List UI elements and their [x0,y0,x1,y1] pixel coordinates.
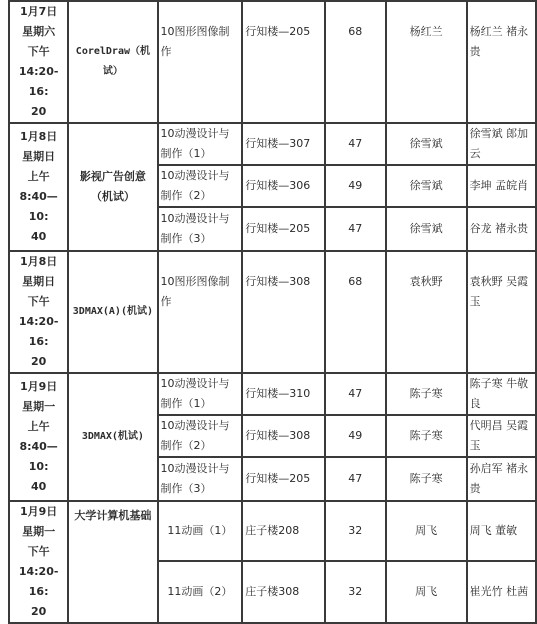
date-line: 1月7日 [19,5,58,18]
exam-date-cell [9,501,68,623]
room-cell: 行知楼—307 [242,123,325,165]
proctor-cell: 杨红兰 褚永贵 [467,1,536,123]
proctor-cell: 代明昌 吴霞玉 [467,415,536,457]
class-cell: 10图形图像制作 [158,1,243,123]
student-count-cell: 32 [325,561,386,623]
room-cell: 行知楼—308 [242,415,325,457]
class-cell: 10动漫设计与制作（3） [158,207,243,251]
class-cell: 10动漫设计与制作（2） [158,415,243,457]
proctor-cell: 李坤 孟皖肖 [467,165,536,207]
course-cell: 大学计算机基础 [68,501,157,623]
table-row [9,1,536,123]
table-row [9,251,536,373]
time-line: 14:20-16: [18,565,59,598]
time-line-end: 20 [30,105,47,118]
time-line: 14:20-16: [18,65,59,98]
teacher-cell: 徐雪斌 [386,207,467,251]
class-cell: 10图形图像制作 [158,251,243,373]
teacher-cell: 周飞 [386,561,467,623]
weekday-line: 星期六 [22,25,56,38]
period-line: 上午 [27,420,50,433]
student-count-cell: 49 [325,165,386,207]
date-line: 1月8日 [19,255,58,268]
student-count-cell: 47 [325,373,386,415]
class-cell: 11动画（2） [158,561,243,623]
exam-date-cell [9,123,68,251]
time-line: 8:40—10: [19,440,58,473]
room-cell: 行知楼—310 [242,373,325,415]
teacher-cell: 杨红兰 [386,1,467,123]
time-line-end: 40 [30,480,47,493]
weekday-line: 星期一 [22,400,56,413]
room-cell: 行知楼—205 [242,1,325,123]
time-line-end: 20 [30,605,47,618]
weekday-line: 星期一 [22,525,56,538]
time-line-end: 20 [30,355,47,368]
proctor-cell: 袁秋野 吴霞玉 [467,251,536,373]
course-cell: 3DMAX(机试) [68,373,157,501]
class-cell: 11动画（1） [158,501,243,561]
teacher-cell: 袁秋野 [386,251,467,373]
student-count-cell: 49 [325,415,386,457]
weekday-line: 星期日 [22,275,56,288]
room-cell: 庄子楼208 [242,501,325,561]
teacher-cell: 徐雪斌 [386,165,467,207]
proctor-cell: 孙启军 褚永贵 [467,457,536,501]
period-line: 上午 [27,170,50,183]
time-line: 8:40—10: [19,190,58,223]
room-cell: 行知楼—205 [242,457,325,501]
student-count-cell: 68 [325,251,386,373]
teacher-cell: 陈子寒 [386,373,467,415]
room-cell: 行知楼—308 [242,251,325,373]
time-line: 14:20-16: [18,315,59,348]
time-line-end: 40 [30,230,47,243]
exam-schedule-table [8,0,537,624]
class-cell: 10动漫设计与制作（1） [158,123,243,165]
teacher-cell: 陈子寒 [386,457,467,501]
class-cell: 10动漫设计与制作（2） [158,165,243,207]
room-cell: 庄子楼308 [242,561,325,623]
class-cell: 10动漫设计与制作（1） [158,373,243,415]
student-count-cell: 32 [325,501,386,561]
period-line: 下午 [27,295,50,308]
student-count-cell: 47 [325,207,386,251]
proctor-cell: 徐雪斌 郎加云 [467,123,536,165]
table-row [9,123,536,165]
date-line: 1月9日 [19,505,58,518]
table-row [9,373,536,415]
course-cell: 影视广告创意（机试） [68,123,157,251]
student-count-cell: 47 [325,457,386,501]
course-cell: CorelDraw（机试） [68,1,157,123]
teacher-cell: 周飞 [386,501,467,561]
date-line: 1月9日 [19,380,58,393]
room-cell: 行知楼—205 [242,207,325,251]
exam-date-cell [9,1,68,123]
proctor-cell: 陈子寒 牛敬良 [467,373,536,415]
date-line: 1月8日 [19,130,58,143]
proctor-cell: 崔光竹 杜茜 [467,561,536,623]
proctor-cell: 周飞 董敏 [467,501,536,561]
weekday-line: 星期日 [22,150,56,163]
period-line: 下午 [27,545,50,558]
exam-date-cell [9,373,68,501]
exam-date-cell [9,251,68,373]
teacher-cell: 徐雪斌 [386,123,467,165]
room-cell: 行知楼—306 [242,165,325,207]
course-cell: 3DMAX(A)(机试) [68,251,157,373]
proctor-cell: 谷龙 褚永贵 [467,207,536,251]
student-count-cell: 68 [325,1,386,123]
period-line: 下午 [27,45,50,58]
class-cell: 10动漫设计与制作（3） [158,457,243,501]
student-count-cell: 47 [325,123,386,165]
teacher-cell: 陈子寒 [386,415,467,457]
table-row [9,501,536,561]
